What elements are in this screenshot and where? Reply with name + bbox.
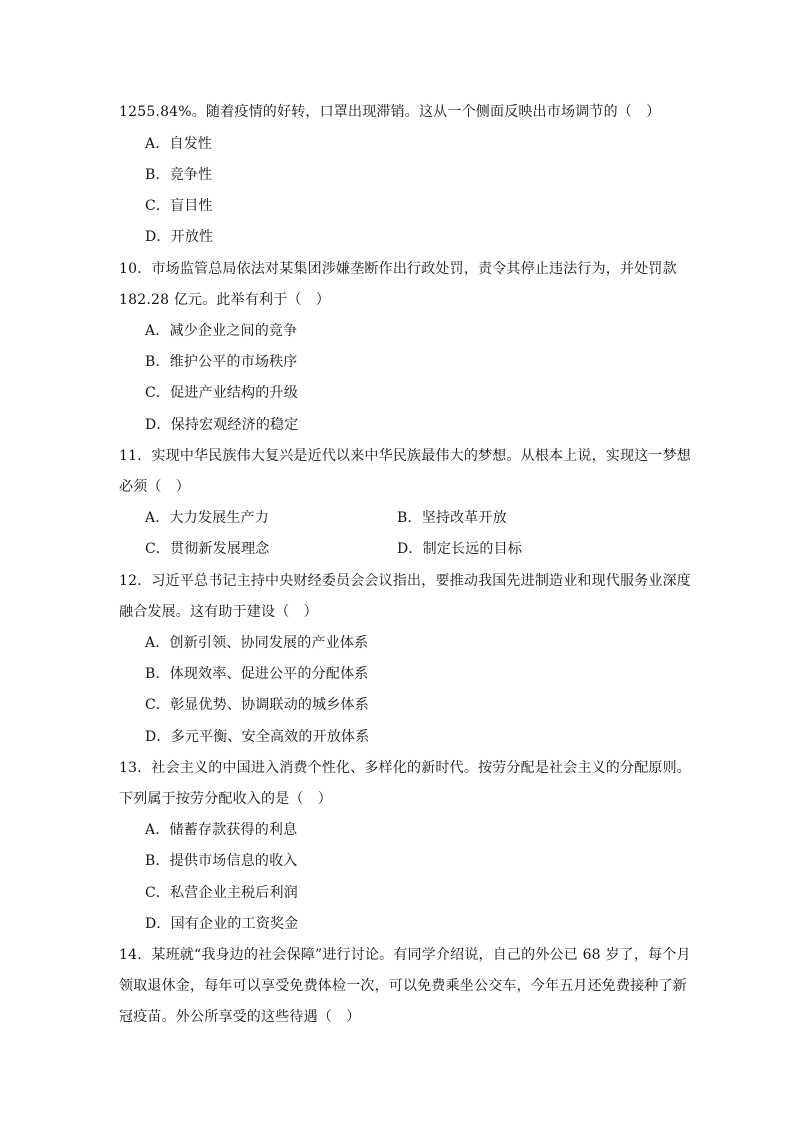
question-12-option-d[interactable]: D．多元平衡、安全高效的开放体系 xyxy=(145,729,370,745)
question-9-option-c[interactable]: C．盲目性 xyxy=(145,198,213,214)
question-12-stem-line-1: 12．习近平总书记主持中央财经委员会会议指出，要推动我国先进制造业和现代服务业深度 xyxy=(119,573,692,589)
question-10-option-b[interactable]: B．维护公平的市场秩序 xyxy=(145,354,298,370)
question-13-stem-line-2: 下列属于按劳分配收入的是（ ） xyxy=(119,791,332,807)
question-10-option-a[interactable]: A．减少企业之间的竞争 xyxy=(145,323,298,339)
question-14-stem-line-3: 冠疫苗。外公所享受的这些待遇（ ） xyxy=(119,1009,361,1025)
question-14-stem-line-2: 领取退休金，每年可以享受免费体检一次，可以免费乘坐公交车，今年五月还免费接种了新 xyxy=(119,978,687,994)
question-12-stem-line-2: 融合发展。这有助于建设（ ） xyxy=(119,604,318,620)
question-13-stem-line-1: 13．社会主义的中国进入消费个性化、多样化的新时代。按劳分配是社会主义的分配原则。 xyxy=(119,760,692,776)
question-11-stem-line-1: 11．实现中华民族伟大复兴是近代以来中华民族最伟大的梦想。从根本上说，实现这一梦想 xyxy=(119,448,692,464)
question-14-stem-line-1: 14．某班就“我身边的社会保障”进行讨论。有同学介绍说，自己的外公已 68 岁了，每个月 xyxy=(119,947,691,963)
question-11-option-b[interactable]: B．坚持改革开放 xyxy=(397,510,507,526)
question-11-option-c[interactable]: C．贯彻新发展理念 xyxy=(145,541,270,557)
question-10-stem-line-1: 10．市场监管总局依法对某集团涉嫌垄断作出行政处罚，责令其停止违法行为，并处罚款 xyxy=(119,261,677,277)
question-13-option-d[interactable]: D．国有企业的工资奖金 xyxy=(145,916,299,932)
question-11-option-a[interactable]: A．大力发展生产力 xyxy=(145,510,269,526)
question-9-option-a[interactable]: A．自发性 xyxy=(145,136,213,152)
question-10-option-d[interactable]: D．保持宏观经济的稳定 xyxy=(145,417,299,433)
question-9-option-d[interactable]: D．开放性 xyxy=(145,229,214,245)
question-10-option-c[interactable]: C．促进产业结构的升级 xyxy=(145,385,298,401)
question-13-option-c[interactable]: C．私营企业主税后利润 xyxy=(145,885,298,901)
question-9-continuation: 1255.84%。随着疫情的好转，口罩出现滞销。这从一个侧面反映出市场调节的（ ） xyxy=(119,104,661,120)
question-13-option-a[interactable]: A．储蓄存款获得的利息 xyxy=(145,822,298,838)
question-10-stem-line-2: 182.28 亿元。此举有利于（ ） xyxy=(119,292,331,308)
question-12-option-c[interactable]: C．彰显优势、协调联动的城乡体系 xyxy=(145,697,369,713)
question-11-option-d[interactable]: D．制定长远的目标 xyxy=(397,541,523,557)
question-12-option-a[interactable]: A．创新引领、协同发展的产业体系 xyxy=(145,635,369,651)
question-12-option-b[interactable]: B．体现效率、促进公平的分配体系 xyxy=(145,666,369,682)
question-11-stem-line-2: 必须（ ） xyxy=(119,479,190,495)
question-13-option-b[interactable]: B．提供市场信息的收入 xyxy=(145,853,298,869)
question-9-option-b[interactable]: B．竞争性 xyxy=(145,167,213,183)
